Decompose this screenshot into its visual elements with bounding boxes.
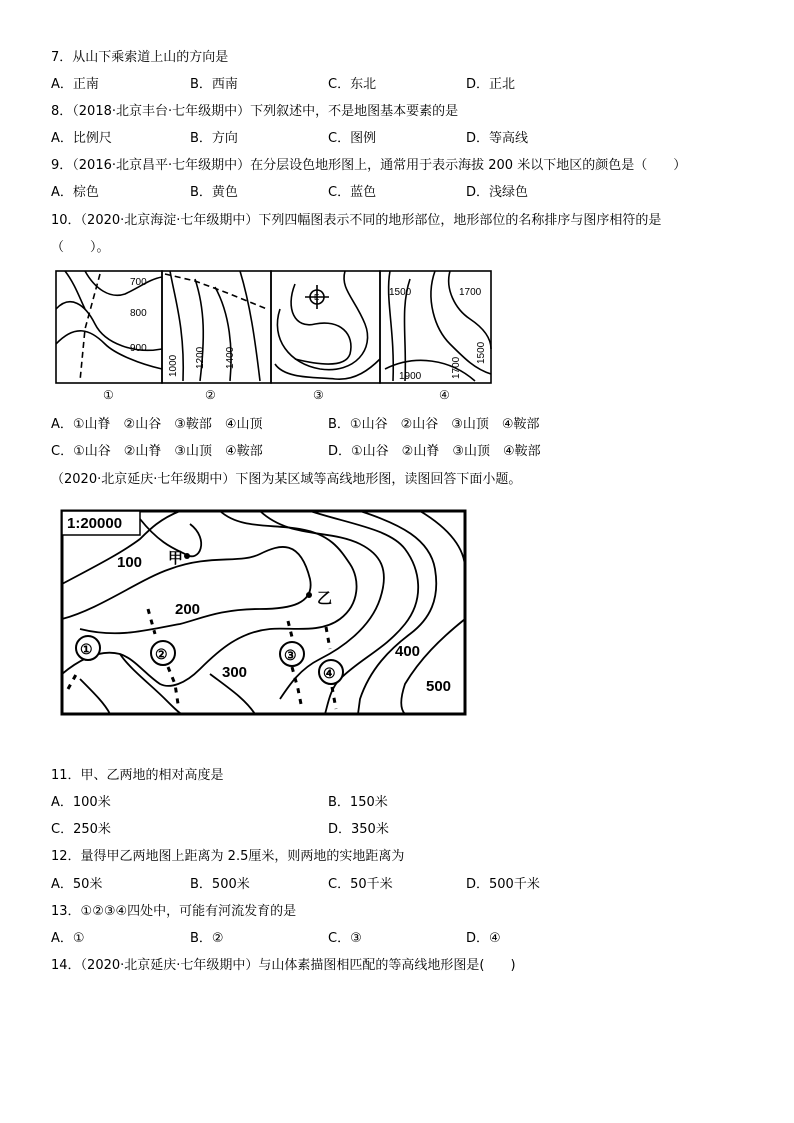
panel-1-label-700: 700 bbox=[130, 277, 147, 288]
q11-option-c: C．250米 bbox=[51, 822, 111, 837]
point-jia-dot bbox=[184, 553, 190, 559]
q10-option-b: B．①山谷 ②山谷 ③山顶 ④鞍部 bbox=[328, 417, 540, 432]
q8-option-c: C．图例 bbox=[328, 131, 377, 146]
q7-option-b: B．西南 bbox=[190, 77, 238, 92]
label-yi: 乙 bbox=[317, 590, 333, 607]
q12-option-c: C．50千米 bbox=[328, 877, 393, 892]
q7-option-a: A．正南 bbox=[51, 77, 99, 92]
panel-3-frame bbox=[271, 271, 380, 383]
marker-4-label: ④ bbox=[323, 665, 336, 681]
panel-2-label-1000: 1000 bbox=[168, 354, 179, 377]
contour-label-300: 300 bbox=[222, 664, 248, 681]
panel-2-label-1200: 1200 bbox=[195, 346, 206, 369]
q11-option-d: D．350米 bbox=[328, 822, 389, 837]
panel-3-label-e: E bbox=[314, 293, 320, 302]
q7-option-c: C．东北 bbox=[328, 77, 377, 92]
q11-option-b: B．150米 bbox=[328, 795, 388, 810]
q8-option-d: D．等高线 bbox=[466, 131, 529, 146]
panel-2-contour bbox=[240, 271, 260, 381]
panel-2-valley-line bbox=[165, 274, 267, 309]
panel-4-label-1500-b: 1500 bbox=[476, 341, 487, 364]
panel-4-contour bbox=[449, 271, 491, 349]
q10-stem-continued: （ ）。 bbox=[51, 240, 110, 255]
panel-4-number: ④ bbox=[439, 388, 450, 401]
panel-3-contour bbox=[277, 271, 367, 370]
q8-option-a: A．比例尺 bbox=[51, 131, 112, 146]
q13-option-a: A．① bbox=[51, 931, 85, 946]
q10-contour-panels-figure bbox=[55, 269, 493, 401]
q11-option-a: A．100米 bbox=[51, 795, 111, 810]
panel-4-label-1700-b: 1700 bbox=[451, 356, 462, 379]
panel-1-label-800: 800 bbox=[130, 308, 147, 319]
q11-stem: 11．甲、乙两地的相对高度是 bbox=[51, 768, 224, 783]
contour-label-100: 100 bbox=[117, 554, 143, 571]
contour-label-200: 200 bbox=[175, 601, 201, 618]
question-group-intro: （2020·北京延庆·七年级期中）下图为某区域等高线地形图，读图回答下面小题。 bbox=[51, 472, 522, 487]
map-scale-text: 1:20000 bbox=[67, 515, 123, 532]
q12-option-b: B．500米 bbox=[190, 877, 250, 892]
q10-option-d: D．①山谷 ②山脊 ③山顶 ④鞍部 bbox=[328, 444, 541, 459]
q9-option-c: C．蓝色 bbox=[328, 185, 377, 200]
q13-option-b: B．② bbox=[190, 931, 224, 946]
marker-1-label: ① bbox=[80, 641, 93, 657]
q7-option-d: D．正北 bbox=[466, 77, 516, 92]
q13-option-c: C．③ bbox=[328, 931, 362, 946]
label-jia: 甲 bbox=[168, 550, 184, 567]
marker-2-label: ② bbox=[155, 646, 168, 662]
q9-option-b: B．黄色 bbox=[190, 185, 238, 200]
panel-1-label-900: 900 bbox=[130, 343, 147, 354]
panel-4-label-1500-a: 1500 bbox=[389, 287, 412, 298]
q9-option-d: D．浅绿色 bbox=[466, 185, 529, 200]
q13-option-d: D．④ bbox=[466, 931, 501, 946]
panel-3-contour bbox=[291, 284, 351, 364]
q8-stem: 8．（2018·北京丰台·七年级期中）下列叙述中，不是地图基本要素的是 bbox=[51, 104, 459, 119]
point-yi-dot bbox=[306, 592, 312, 598]
panel-2-number: ② bbox=[205, 388, 216, 401]
q12-stem: 12．量得甲乙两地图上距离为 2.5厘米，则两地的实地距离为 bbox=[51, 849, 405, 864]
q12-option-d: D．500千米 bbox=[466, 877, 540, 892]
q10-option-c: C．①山谷 ②山脊 ③山顶 ④鞍部 bbox=[51, 444, 263, 459]
panel-1-number: ① bbox=[103, 388, 114, 401]
q10-option-a: A．①山脊 ②山谷 ③鞍部 ④山顶 bbox=[51, 417, 263, 432]
contour-map-figure bbox=[60, 509, 468, 717]
q8-option-b: B．方向 bbox=[190, 131, 238, 146]
panel-3-number: ③ bbox=[313, 388, 324, 401]
q7-stem: 7．从山下乘索道上山的方向是 bbox=[51, 50, 229, 65]
q10-stem: 10．（2020·北京海淀·七年级期中）下列四幅图表示不同的地形部位，地形部位的名称排序与图序相符的是 bbox=[51, 213, 662, 228]
contour-label-500: 500 bbox=[426, 678, 452, 695]
q9-option-a: A．棕色 bbox=[51, 185, 99, 200]
panel-4-label-1900: 1900 bbox=[399, 371, 422, 382]
panel-2-label-1400: 1400 bbox=[225, 346, 236, 369]
panel-1-contour bbox=[85, 271, 162, 295]
q9-stem: 9．（2016·北京昌平·七年级期中）在分层设色地形图上，通常用于表示海拔 200 米以下地区的颜色是（ ） bbox=[51, 158, 687, 173]
panel-4-label-1700-a: 1700 bbox=[459, 287, 482, 298]
q12-option-a: A．50米 bbox=[51, 877, 103, 892]
contour-label-400: 400 bbox=[395, 643, 421, 660]
q13-stem: 13．①②③④四处中，可能有河流发育的是 bbox=[51, 904, 297, 919]
q14-stem: 14．（2020·北京延庆·七年级期中）与山体素描图相匹配的等高线地形图是( ) bbox=[51, 958, 516, 973]
marker-3-label: ③ bbox=[284, 647, 297, 663]
